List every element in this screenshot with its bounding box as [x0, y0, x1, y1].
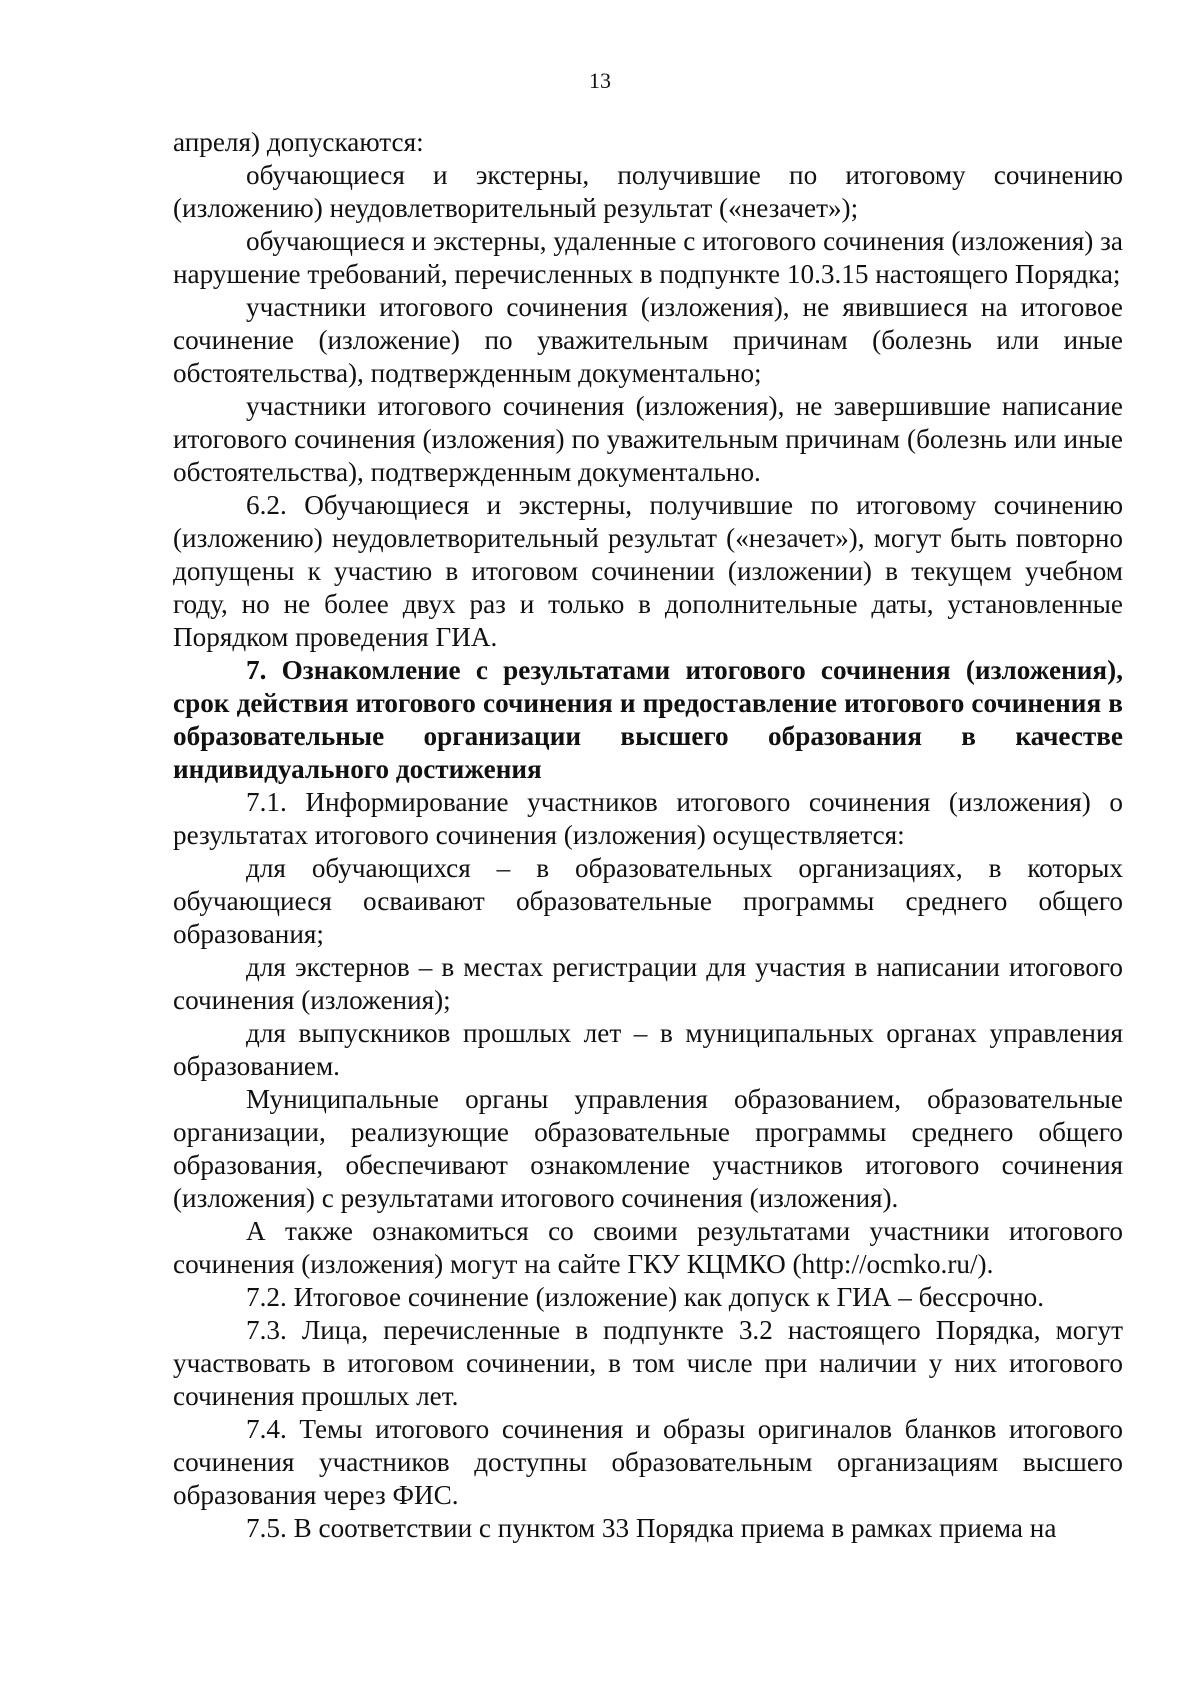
paragraph-students-info: для обучающихся – в образовательных организациях, в которых обучающиеся осваивают образовательные программы среднего общего образования;: [173, 853, 1123, 949]
paragraph-7-2-validity: 7.2. Итоговое сочинение (изложение) как допуск к ГИА – бессрочно.: [246, 1282, 1045, 1312]
paragraph-absent-participants: участники итогового сочинения (изложения), не явившиеся на итоговое сочинение (изложение) по уважительным причинам (болезнь или иные обстоятельства), подтвержденным документально;: [173, 292, 1123, 388]
paragraph-graduates-info: для выпускников прошлых лет – в муниципальных органах управления образованием.: [173, 1018, 1123, 1081]
paragraph-7-4-topics: 7.4. Темы итогового сочинения и образы оригиналов бланков итогового сочинения участников доступны образовательным организациям высшего образования через ФИС.: [173, 1414, 1123, 1510]
document-body: [173, 126, 1123, 1545]
paragraph-7-3-persons: 7.3. Лица, перечисленные в подпункте 3.2 настоящего Порядка, могут участвовать в итоговом сочинении, в том числе при наличии у них итогового сочинения прошлых лет.: [173, 1315, 1123, 1411]
paragraph-externs-info: для экстернов – в местах регистрации для участия в написании итогового сочинения (изложения);: [173, 952, 1123, 1015]
paragraph-website-results: А также ознакомиться со своими результатами участники итогового сочинения (изложения) могут на сайте ГКУ КЦМКО (http://ocmko.ru/).: [173, 1216, 1123, 1279]
paragraph-municipal-bodies: Муниципальные органы управления образованием, образовательные организации, реализующие образовательные программы среднего общего образования, обеспечивают ознакомление участников итогового сочинения (изложения) с результатами итогового сочинения (изложения).: [173, 1084, 1123, 1213]
paragraph-6-2-retake: 6.2. Обучающиеся и экстерны, получившие по итоговому сочинению (изложению) неудовлетворительный результат («незачет»), могут быть повторно допущены к участию в итоговом сочинении (изложении) в текущем учебном году, но не более двух раз и только в дополнительные даты, установленные Порядком проведения ГИА.: [173, 490, 1123, 652]
section-7-heading: 7. Ознакомление с результатами итогового сочинения (изложения), срок действия итогового сочинения и предоставление итогового сочинения в образовательные организации высшего образования в качестве индивидуального достижения: [173, 655, 1123, 784]
paragraph-7-5-admission: 7.5. В соответствии с пунктом 33 Порядка приема в рамках приема на: [246, 1513, 1057, 1543]
paragraph-april-admitted: апреля) допускаются:: [173, 127, 424, 157]
paragraph-removed-students: обучающиеся и экстерны, удаленные с итогового сочинения (изложения) за нарушение требований, перечисленных в подпункте 10.3.15 настоящего Порядка;: [173, 226, 1123, 289]
paragraph-7-1-informing: 7.1. Информирование участников итогового сочинения (изложения) о результатах итогового сочинения (изложения) осуществляется:: [173, 787, 1123, 850]
paragraph-failed-students: обучающиеся и экстерны, получившие по итоговому сочинению (изложению) неудовлетворительный результат («незачет»);: [173, 160, 1123, 223]
paragraph-unfinished-participants: участники итогового сочинения (изложения), не завершившие написание итогового сочинения (изложения) по уважительным причинам (болезнь или иные обстоятельства), подтвержденным документально.: [173, 391, 1123, 487]
page-number: 13: [589, 68, 611, 93]
